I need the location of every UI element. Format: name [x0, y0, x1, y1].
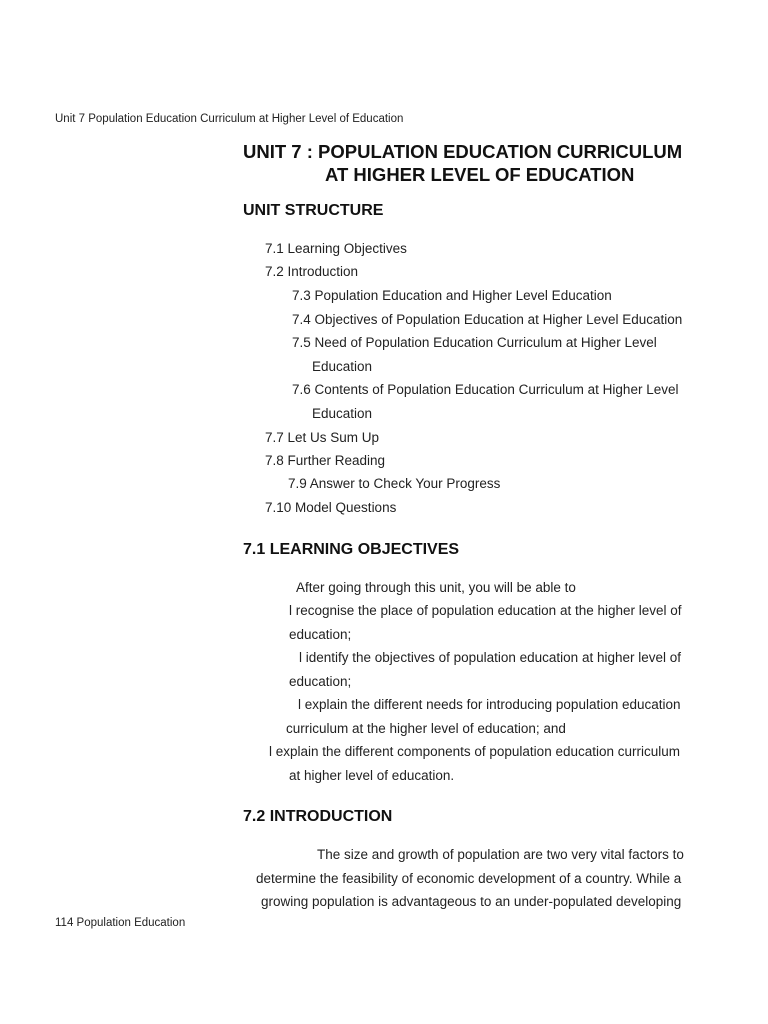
- title-line-1: UNIT 7 : POPULATION EDUCATION CURRICULUM: [243, 141, 683, 162]
- introduction-line: growing population is advantageous to an under-populated developing: [261, 894, 682, 909]
- objective-continued: education;: [289, 627, 352, 642]
- unit-structure-heading: UNIT STRUCTURE: [243, 202, 384, 219]
- toc-item: 7.10 Model Questions: [265, 500, 397, 515]
- page-title: [243, 140, 713, 186]
- objectives-intro: After going through this unit, you will be able to: [296, 580, 576, 595]
- toc-item: 7.3 Population Education and Higher Level Education: [292, 288, 612, 303]
- running-head: Unit 7 Population Education Curriculum at Higher Level of Education: [55, 113, 404, 125]
- toc-item: 7.8 Further Reading: [265, 453, 386, 468]
- toc-item: 7.6 Contents of Population Education Curriculum at Higher Level: [292, 382, 679, 397]
- objective-bullet: l explain the different components of population education curriculum: [269, 744, 681, 759]
- toc-item: 7.1 Learning Objectives: [265, 241, 407, 256]
- objective-bullet: l explain the different needs for introducing population education: [298, 697, 681, 712]
- objective-bullet: l identify the objectives of population education at higher level of: [299, 650, 682, 665]
- introduction-line: determine the feasibility of economic development of a country. While a: [256, 871, 682, 886]
- objective-bullet: l recognise the place of population education at the higher level of: [289, 603, 682, 618]
- introduction-heading: 7.2 INTRODUCTION: [243, 808, 393, 825]
- toc-item-continued: Education: [312, 359, 373, 374]
- objective-continued: education;: [289, 674, 352, 689]
- toc-item: 7.7 Let Us Sum Up: [265, 430, 380, 445]
- title-line-2: AT HIGHER LEVEL OF EDUCATION: [325, 164, 635, 185]
- page-footer: 114 Population Education: [55, 917, 186, 929]
- objective-continued: curriculum at the higher level of education; and: [286, 721, 566, 736]
- toc-item: 7.2 Introduction: [265, 264, 359, 279]
- toc-item: 7.5 Need of Population Education Curriculum at Higher Level: [292, 335, 657, 350]
- toc-item: 7.4 Objectives of Population Education at Higher Level Education: [292, 312, 683, 327]
- toc-item: 7.9 Answer to Check Your Progress: [288, 476, 501, 491]
- toc-item-continued: Education: [312, 406, 373, 421]
- objectives-heading: 7.1 LEARNING OBJECTIVES: [243, 541, 460, 558]
- objective-continued: at higher level of education.: [289, 768, 455, 783]
- introduction-line: The size and growth of population are two very vital factors to: [317, 847, 684, 862]
